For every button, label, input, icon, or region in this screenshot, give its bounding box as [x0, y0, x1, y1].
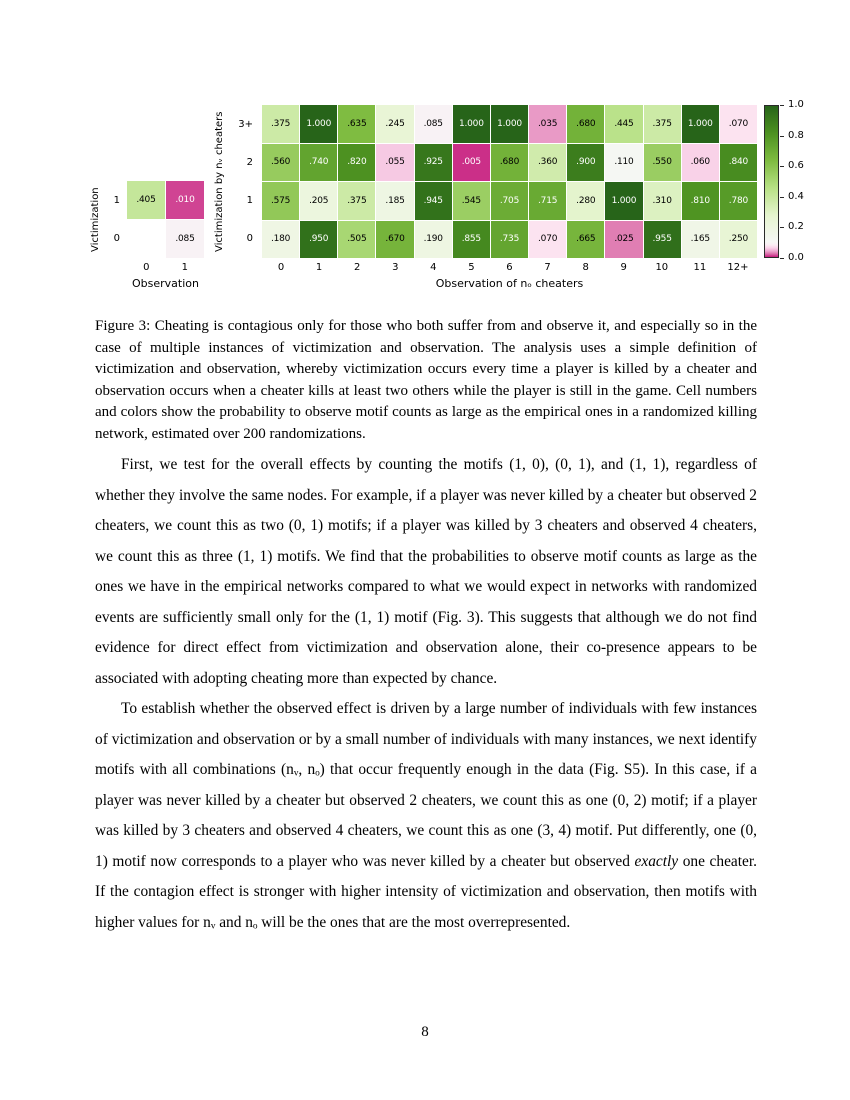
heatmap-cell: 1.000	[300, 105, 337, 143]
heatmap-cell: .855	[453, 221, 490, 259]
heatmap-cell: .945	[415, 182, 452, 220]
right-heatmap-x-ticks	[262, 259, 757, 273]
heatmap-cell: .560	[262, 144, 299, 182]
x-tick-label: 2	[353, 262, 361, 273]
left-heatmap-x-axis-label: Observation	[132, 277, 199, 290]
heatmap-cell: 1.000	[453, 105, 490, 143]
x-tick-label: 12+	[727, 262, 749, 273]
heatmap-cell: 1.000	[682, 105, 719, 143]
heatmap-cell	[127, 220, 165, 258]
y-tick-label: 1	[113, 194, 120, 206]
left-heatmap-y-axis-label: Victimization	[90, 187, 101, 252]
heatmap-cell: .280	[567, 182, 604, 220]
heatmap-cell: .955	[644, 221, 681, 259]
heatmap-cell: .680	[491, 144, 528, 182]
y-tick-label: 2	[246, 156, 253, 168]
heatmap-cell: .060	[682, 144, 719, 182]
heatmap-cell: .715	[529, 182, 566, 220]
heatmap-cell: .405	[127, 181, 165, 219]
colorbar-tick-label: 0.8	[788, 129, 804, 141]
heatmap-cell: .035	[529, 105, 566, 143]
heatmap-cell: .670	[376, 221, 413, 259]
heatmap-cell: .055	[376, 144, 413, 182]
paragraph-2-text-start: To establish whether the observed effect is driven by a large number of individuals with few instances of victimization and observation or by a small number of individuals with many instances, we next identify motifs with all combinations (nᵥ, nₒ) that occur frequently enough in the data (Fig. S5). In this case, if a player was never killed by a cheater but observed 2 cheaters, we count this as one (0, 2) motif; if a player was killed by 3 cheaters and observed 4 cheaters, we count this as one (3, 4) motif. Put differently, one (0, 1) motif now corresponds to a player who was never killed by a cheater but observed	[95, 700, 757, 870]
heatmap-cell: .375	[644, 105, 681, 143]
heatmap-cell: .900	[567, 144, 604, 182]
heatmap-cell: .005	[453, 144, 490, 182]
left-heatmap-x-ticks	[127, 259, 204, 273]
heatmap-cell: .375	[338, 182, 375, 220]
heatmap-cell: .505	[338, 221, 375, 259]
colorbar-tick-label: 1.0	[788, 99, 804, 110]
colorbar-tick-label: 0.4	[788, 190, 804, 202]
left-heatmap-y-ticks	[103, 181, 125, 258]
x-tick-label: 1	[315, 262, 323, 273]
heatmap-cell: .085	[166, 220, 204, 258]
heatmap-cell: .010	[166, 181, 204, 219]
heatmap-cell: .665	[567, 221, 604, 259]
heatmap-cell: .545	[453, 182, 490, 220]
heatmap-cell: .190	[415, 221, 452, 259]
figure-caption: Figure 3: Cheating is contagious only for those who both suffer from and observe it, and especially so in the case of multiple instances of victimization and observation. The analysis uses a simple definition of victimization and observation, whereby victimization occurs every time a player is killed by a cheater and observation occurs when a cheater kills at least two others while the player is still in the game. Cell numbers and colors show the probability to observe motif counts as large as the empirical ones in a randomized killing network, estimated over 200 randomizations.	[95, 318, 757, 442]
x-tick-label: 8	[582, 262, 589, 273]
heatmap-cell: .575	[262, 182, 299, 220]
x-tick-label: 3	[392, 262, 399, 273]
heatmap-cell: .810	[682, 182, 719, 220]
left-heatmap-grid	[127, 181, 204, 258]
colorbar-tick-mark	[780, 197, 784, 198]
heatmap-cell: .360	[529, 144, 566, 182]
heatmap-cell: .680	[567, 105, 604, 143]
colorbar-gradient	[764, 105, 779, 258]
colorbar-tick-mark	[780, 227, 784, 228]
heatmap-cell: .925	[415, 144, 452, 182]
x-tick-label: 9	[620, 262, 627, 273]
right-heatmap-y-axis-label: Victimization by nᵥ cheaters	[214, 111, 225, 252]
heatmap-cell: .185	[376, 182, 413, 220]
heatmap-cell: .445	[605, 105, 642, 143]
y-tick-label: 0	[113, 233, 120, 245]
colorbar-tick-mark	[780, 258, 784, 259]
heatmap-cell: .780	[720, 182, 757, 220]
heatmap-cell: .375	[262, 105, 299, 143]
x-tick-label: 0	[277, 262, 285, 273]
paragraph-1: First, we test for the overall effects by counting the motifs (1, 0), (0, 1), and (1, 1), regardless of whether they involve the same nodes. For example, if a player was never killed by a cheater but observed 2 cheaters, we count this as two (0, 1) motifs; if a player was killed by 3 cheaters and observed 4 cheaters, we count this as three (1, 1) motifs. We find that the probabilities to observe motif counts as large as the ones we have in the empirical networks compared to what we would expect in networks with randomized events are sufficiently small only for the (1, 1) motif (Fig. 3). This suggests that although we do not find evidence for direct effect from victimization and observation alone, their co-presence appears to be associated with adopting cheating more than expected by chance.	[95, 456, 757, 687]
colorbar-tick-mark	[780, 166, 784, 167]
heatmap-cell: .705	[491, 182, 528, 220]
page-number: 8	[421, 1024, 429, 1040]
heatmap-cell: .070	[529, 221, 566, 259]
heatmap-cell: .070	[720, 105, 757, 143]
heatmap-cell: .180	[262, 221, 299, 259]
heatmap-cell: .840	[720, 144, 757, 182]
x-tick-label: 6	[506, 262, 513, 273]
colorbar-ticks	[780, 99, 812, 263]
y-tick-label: 1	[246, 195, 253, 207]
x-tick-label: 10	[655, 262, 669, 273]
heatmap-cell: .165	[682, 221, 719, 259]
heatmap-cell: .310	[644, 182, 681, 220]
body-text	[95, 450, 757, 938]
heatmap-cell: .735	[491, 221, 528, 259]
heatmap-cell: .635	[338, 105, 375, 143]
heatmap-cell: .250	[720, 221, 757, 259]
heatmap-cell: .245	[376, 105, 413, 143]
colorbar-tick-label: 0.2	[788, 221, 804, 233]
heatmap-cell: .205	[300, 182, 337, 220]
right-heatmap-x-axis-label: Observation of nₒ cheaters	[435, 277, 584, 290]
heatmap-cell: .110	[605, 144, 642, 182]
y-tick-label: 3+	[238, 118, 253, 130]
heatmap-cell: 1.000	[605, 182, 642, 220]
x-tick-label: 5	[468, 262, 475, 273]
x-tick-label: 7	[544, 262, 551, 273]
heatmap-cell: .820	[338, 144, 375, 182]
x-tick-label: 4	[430, 262, 437, 273]
paragraph-2-text-end: one cheater. If the contagion effect is stronger with higher intensity of victimization and observation, then motifs with higher values for nᵥ and nₒ will be the ones that are the most overrepresented.	[95, 852, 757, 931]
x-tick-label: 1	[181, 262, 188, 273]
heatmap-cell: 1.000	[491, 105, 528, 143]
paragraph-2	[95, 694, 757, 938]
colorbar-tick-mark	[780, 136, 784, 137]
right-heatmap-grid	[262, 105, 757, 258]
y-tick-label: 0	[246, 233, 253, 245]
heatmap-cell: .950	[300, 221, 337, 259]
colorbar-tick-mark	[780, 105, 784, 106]
x-tick-label: 0	[143, 262, 150, 273]
heatmap-cell: .740	[300, 144, 337, 182]
heatmap-cell: .550	[644, 144, 681, 182]
emphasis-exactly: exactly	[634, 852, 679, 870]
colorbar-tick-label: 0.6	[788, 160, 804, 172]
colorbar-tick-label: 0.0	[788, 252, 804, 263]
right-heatmap-y-ticks	[230, 105, 258, 258]
heatmap-cell: .025	[605, 221, 642, 259]
figure-3	[0, 0, 850, 305]
heatmap-cell: .085	[415, 105, 452, 143]
x-tick-label: 11	[693, 262, 707, 273]
